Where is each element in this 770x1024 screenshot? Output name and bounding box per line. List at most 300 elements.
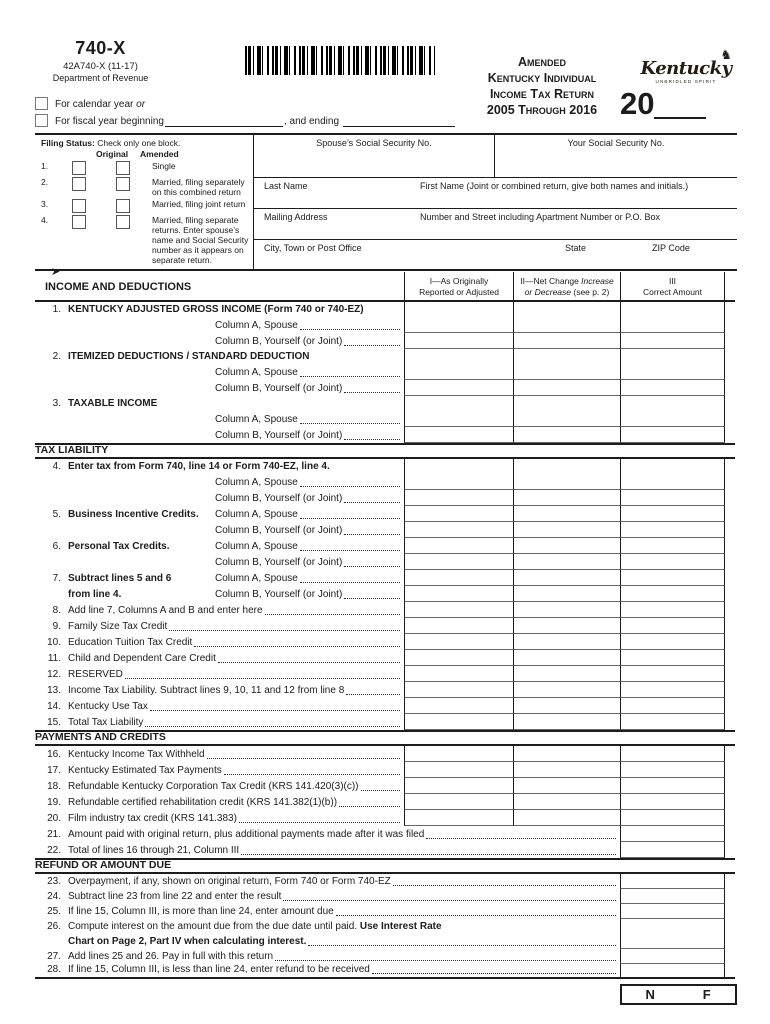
dotted-leader	[125, 678, 400, 679]
fiscal-end-input[interactable]	[343, 115, 455, 127]
column-1-header: I—As Originally Reported or Adjusted	[404, 272, 513, 300]
line-1a-col1-cell[interactable]	[404, 302, 513, 333]
line-22-row	[35, 842, 735, 858]
filing-option-label: Married, filing separately on this combined return	[152, 177, 245, 198]
line-4a-col1-cell[interactable]	[404, 459, 513, 490]
line-label: ITEMIZED DEDUCTIONS / STANDARD DEDUCTION	[68, 351, 310, 362]
line-19-row	[35, 794, 735, 810]
line-11-col2-cell[interactable]	[513, 650, 620, 666]
single-original-checkbox[interactable]	[72, 161, 86, 175]
dotted-leader	[336, 915, 616, 916]
line-25-row	[35, 904, 735, 919]
year-prefix: 20	[620, 86, 655, 121]
amounts-table	[35, 272, 735, 979]
line-4b-col3-cell[interactable]	[620, 490, 725, 506]
line-15-col1-cell[interactable]	[404, 714, 513, 730]
dotted-leader	[300, 582, 400, 583]
line-number: 15.	[47, 717, 61, 728]
line-7-row-b	[35, 586, 735, 602]
line-label: Refundable certified rehabilitation credit (KRS 141.382(1)(b))	[68, 797, 338, 808]
line-13-col1-cell[interactable]	[404, 682, 513, 698]
filing-option-married-joint: 3. Married, filing joint return	[35, 199, 253, 213]
line-number: 2.	[52, 351, 61, 362]
f-code: F	[702, 987, 711, 1002]
line-number: 21.	[47, 829, 61, 840]
line-7b-col2-cell[interactable]	[513, 586, 620, 602]
line-15-row	[35, 714, 735, 730]
dotted-leader	[426, 838, 616, 839]
nf-code-box	[620, 984, 737, 1005]
column-a-label: Column A, Spouse	[215, 541, 298, 552]
taxpayer-fields-pane	[254, 135, 737, 269]
line-label: Enter tax from Form 740, line 14 or Form 740-EZ, line 4.	[68, 461, 330, 472]
single-amended-checkbox[interactable]	[116, 161, 130, 175]
line-24-row	[35, 889, 735, 904]
your-ssn-field[interactable]	[495, 135, 737, 177]
line-17-col1-cell[interactable]	[404, 762, 513, 778]
dotted-leader	[344, 392, 400, 393]
line-label: Family Size Tax Credit	[68, 621, 168, 632]
line-label: RESERVED	[68, 669, 123, 680]
logo-wordmark: Kentucky	[640, 58, 732, 79]
line-25-col3-cell[interactable]	[620, 904, 725, 919]
column-a-label: Column A, Spouse	[215, 509, 298, 520]
section-income-deductions: INCOME AND DEDUCTIONS	[45, 281, 192, 293]
dotted-leader	[224, 774, 400, 775]
line-number: 26.	[47, 921, 61, 932]
line-2b-col3-cell[interactable]	[620, 380, 725, 396]
line-22-col3-cell[interactable]	[620, 842, 725, 858]
dotted-leader	[339, 806, 400, 807]
line-7a-col2-cell[interactable]	[513, 570, 620, 586]
dotted-leader	[207, 758, 400, 759]
dotted-leader	[300, 376, 400, 377]
line-9-row	[35, 618, 735, 634]
line-19-col2-cell[interactable]	[513, 794, 620, 810]
line-1b-col3-cell[interactable]	[620, 333, 725, 349]
line-2a-col1-cell[interactable]	[404, 349, 513, 380]
zip-label: ZIP Code	[652, 243, 690, 253]
line-1-row-a	[35, 302, 735, 333]
line-3b-col3-cell[interactable]	[620, 427, 725, 443]
married-joint-original-checkbox[interactable]	[72, 199, 86, 213]
dotted-leader	[300, 550, 400, 551]
line-number: 14.	[47, 701, 61, 712]
line-1a-col3-cell[interactable]	[620, 302, 725, 333]
line-label: from line 4.	[68, 589, 122, 600]
line-number: 28.	[47, 964, 61, 975]
married-combined-amended-checkbox[interactable]	[116, 177, 130, 191]
line-number: 22.	[47, 845, 61, 856]
line-17-row	[35, 762, 735, 778]
dotted-leader	[150, 710, 400, 711]
dotted-leader	[308, 945, 616, 946]
line-7b-col3-cell[interactable]	[620, 586, 725, 602]
section-payments-credits: PAYMENTS AND CREDITS	[35, 730, 735, 746]
line-5a-col3-cell[interactable]	[620, 506, 725, 522]
form-number: 740-X	[75, 38, 126, 58]
line-number: 23.	[47, 876, 61, 887]
line-label: Child and Dependent Care Credit	[68, 653, 216, 664]
horse-icon: ♞	[720, 47, 732, 62]
line-2-row-b	[35, 380, 735, 396]
dotted-leader	[372, 973, 616, 974]
column-a-label: Column A, Spouse	[215, 414, 298, 425]
line-2a-col3-cell[interactable]	[620, 349, 725, 380]
filing-option-label: Married, filing joint return	[152, 199, 246, 210]
line-14-col1-cell[interactable]	[404, 698, 513, 714]
line-number: 4.	[52, 461, 61, 472]
married-separate-original-checkbox[interactable]	[72, 215, 86, 229]
line-2a-col2-cell[interactable]	[513, 349, 620, 380]
dotted-leader	[275, 960, 616, 961]
line-number: 12.	[47, 669, 61, 680]
n-code: N	[645, 987, 655, 1002]
dotted-leader	[361, 790, 400, 791]
line-5-row-b	[35, 522, 735, 538]
line-number: 24.	[47, 891, 61, 902]
line-9-col1-cell[interactable]	[404, 618, 513, 634]
fiscal-begin-input[interactable]	[165, 115, 283, 127]
line-number: 11.	[47, 653, 61, 664]
column-a-label: Column A, Spouse	[215, 573, 298, 584]
line-number: 3.	[52, 398, 61, 409]
line-8-col1-cell[interactable]	[404, 602, 513, 618]
line-5b-col1-cell[interactable]	[404, 522, 513, 538]
column-b-label: Column B, Yourself (or Joint)	[215, 430, 343, 441]
calendar-year-row	[35, 97, 145, 110]
line-label: Total Tax Liability	[68, 717, 144, 728]
line-17-col3-cell[interactable]	[620, 762, 725, 778]
dotted-leader	[346, 694, 400, 695]
line-16-col1-cell[interactable]	[404, 746, 513, 762]
line-27-row	[35, 949, 735, 964]
line-23-row	[35, 874, 735, 889]
line-21-col3-cell[interactable]	[620, 826, 725, 842]
line-number: 18.	[47, 781, 61, 792]
heading-line-2: Kentucky Individual	[487, 71, 597, 85]
line-number: 9.	[52, 621, 61, 632]
dotted-leader	[344, 566, 400, 567]
line-13-col2-cell[interactable]	[513, 682, 620, 698]
spouse-ssn-label: Spouse’s Social Security No.	[316, 138, 432, 148]
line-17-col2-cell[interactable]	[513, 762, 620, 778]
last-name-label: Last Name	[264, 181, 308, 191]
line-label: Personal Tax Credits.	[68, 541, 170, 552]
heading-line-4: 2005 Through 2016	[486, 103, 598, 117]
line-number: 25.	[47, 906, 61, 917]
ssn-row	[254, 135, 737, 178]
fiscal-year-label-2: , and ending	[283, 116, 340, 127]
column-2-header: II—Net Change Increase or Decrease (see p. 2)	[513, 272, 620, 300]
line-label: If line 15, Column III, is less than line 24, enter refund to be received	[68, 964, 370, 975]
line-7-row-a	[35, 570, 735, 586]
line-label: Film industry tax credit (KRS 141.383)	[68, 813, 237, 824]
line-14-col2-cell[interactable]	[513, 698, 620, 714]
line-4b-col1-cell[interactable]	[404, 490, 513, 506]
line-label: Kentucky Use Tax	[68, 701, 148, 712]
dotted-leader	[241, 854, 616, 855]
heading-line-1: Amended	[517, 55, 567, 69]
line-13-row	[35, 682, 735, 698]
department-name: Department of Revenue	[52, 73, 149, 83]
line-24-col3-cell[interactable]	[620, 889, 725, 904]
line-5-row-a	[35, 506, 735, 522]
table-header-row	[35, 272, 735, 302]
dotted-leader	[283, 900, 616, 901]
line-27-col3-cell[interactable]	[620, 949, 725, 964]
filing-option-label: Married, filing separate returns. Enter spouse’s name and Social Security number as it appears on separate return.	[152, 215, 249, 266]
line-16-col3-cell[interactable]	[620, 746, 725, 762]
heading-line-3: Income Tax Return	[489, 87, 595, 101]
logo-tagline: UNBRIDLED SPIRIT	[655, 79, 717, 84]
fiscal-year-row	[35, 114, 465, 127]
line-20-row	[35, 810, 735, 826]
mailing-address-row[interactable]	[254, 209, 737, 240]
line-14-col3-cell[interactable]	[620, 698, 725, 714]
line-label: TAXABLE INCOME	[68, 398, 158, 409]
line-13-col3-cell[interactable]	[620, 682, 725, 698]
line-8-col3-cell[interactable]	[620, 602, 725, 618]
year-blank-input[interactable]	[654, 93, 706, 119]
filing-option-married-combined: 2. Married, filing separately on this combined return	[35, 177, 253, 197]
dotted-leader	[169, 630, 400, 631]
column-b-label: Column B, Yourself (or Joint)	[215, 525, 343, 536]
tax-year-field	[620, 88, 706, 119]
filing-status-title: Filing Status: Check only one block.	[41, 138, 181, 148]
line-16-row	[35, 746, 735, 762]
line-4a-col2-cell[interactable]	[513, 459, 620, 490]
line-number: 6.	[52, 541, 61, 552]
line-10-col1-cell[interactable]	[404, 634, 513, 650]
line-number: 7.	[52, 573, 61, 584]
line-18-col3-cell[interactable]	[620, 778, 725, 794]
name-row[interactable]	[254, 178, 737, 209]
first-name-label: First Name (Joint or combined return, give both names and initials.)	[420, 181, 689, 191]
line-26-col3-cell[interactable]	[620, 919, 725, 949]
line-28-col3-cell[interactable]	[620, 964, 725, 977]
line-5a-col1-cell[interactable]	[404, 506, 513, 522]
amended-column-head: Amended	[140, 149, 179, 159]
line-14-row	[35, 698, 735, 714]
line-6b-col1-cell[interactable]	[404, 554, 513, 570]
dotted-leader	[393, 885, 616, 886]
line-number: 8.	[52, 605, 61, 616]
line-6a-col2-cell[interactable]	[513, 538, 620, 554]
barcode	[245, 46, 435, 75]
spouse-ssn-field[interactable]	[254, 135, 495, 177]
line-label: Overpayment, if any, shown on original return, Form 740 or Form 740-EZ	[68, 876, 391, 887]
line-3-row-b	[35, 427, 735, 443]
line-number: 1.	[52, 304, 61, 315]
line-12-col1-cell[interactable]	[404, 666, 513, 682]
column-b-label: Column B, Yourself (or Joint)	[215, 557, 343, 568]
dotted-leader	[344, 502, 400, 503]
line-number: 19.	[47, 797, 61, 808]
dotted-leader	[300, 486, 400, 487]
column-a-label: Column A, Spouse	[215, 320, 298, 331]
section-tax-liability: TAX LIABILITY	[35, 443, 735, 459]
column-b-label: Column B, Yourself (or Joint)	[215, 383, 343, 394]
line-1b-col1-cell[interactable]	[404, 333, 513, 349]
line-number: 16.	[47, 749, 61, 760]
dotted-leader	[300, 423, 400, 424]
line-26-row	[35, 919, 735, 949]
dotted-leader	[344, 439, 400, 440]
mailing-address-label: Mailing Address	[264, 212, 328, 222]
line-9-col3-cell[interactable]	[620, 618, 725, 634]
line-3b-col1-cell[interactable]	[404, 427, 513, 443]
column-3-header: III Correct Amount	[620, 272, 725, 300]
line-label: Add lines 25 and 26. Pay in full with this return	[68, 951, 274, 962]
line-label: Education Tuition Tax Credit	[68, 637, 193, 648]
filing-option-single: 1. Single	[35, 161, 253, 175]
fiscal-year-label-1: For fiscal year beginning	[55, 116, 164, 127]
line-6b-col3-cell[interactable]	[620, 554, 725, 570]
line-number: 17.	[47, 765, 61, 776]
line-2b-col1-cell[interactable]	[404, 380, 513, 396]
line-19-col3-cell[interactable]	[620, 794, 725, 810]
dotted-leader	[194, 646, 400, 647]
line-5b-col2-cell[interactable]	[513, 522, 620, 538]
line-2b-col2-cell[interactable]	[513, 380, 620, 396]
form-code: 42A740-X (11-17)	[63, 61, 138, 72]
line-12-row	[35, 666, 735, 682]
line-20-col3-cell[interactable]	[620, 810, 725, 826]
calendar-year-checkbox[interactable]	[35, 97, 48, 110]
dotted-leader	[218, 662, 400, 663]
line-label: Total of lines 16 through 21, Column III	[68, 845, 240, 856]
line-7b-col1-cell[interactable]	[404, 586, 513, 602]
line-4-row-a	[35, 459, 735, 490]
line-10-row	[35, 634, 735, 650]
line-number: 20.	[47, 813, 61, 824]
line-label: Income Tax Liability. Subtract lines 9, 10, 11 and 12 from line 8	[68, 685, 345, 696]
line-1a-col2-cell[interactable]	[513, 302, 620, 333]
line-12-col2-cell[interactable]	[513, 666, 620, 682]
form-title-block	[33, 38, 168, 83]
line-1-row-b	[35, 333, 735, 349]
column-a-label: Column A, Spouse	[215, 367, 298, 378]
line-3a-col1-cell[interactable]	[404, 396, 513, 427]
line-3-row-a	[35, 396, 735, 427]
line-21-row	[35, 826, 735, 842]
line-2-row-a	[35, 349, 735, 380]
taxpayer-info-box	[35, 133, 737, 279]
married-combined-original-checkbox[interactable]	[72, 177, 86, 191]
line-20-col2-cell[interactable]	[513, 810, 620, 826]
line-label: Kentucky Estimated Tax Payments	[68, 765, 222, 776]
line-5b-col3-cell[interactable]	[620, 522, 725, 538]
line-label: If line 15, Column III, is more than line 24, enter amount due	[68, 906, 334, 917]
line-20-col1-cell[interactable]	[404, 810, 513, 826]
line-1b-col2-cell[interactable]	[513, 333, 620, 349]
line-10-col3-cell[interactable]	[620, 634, 725, 650]
section-refund-amount-due: REFUND OR AMOUNT DUE	[35, 858, 735, 874]
original-column-head: Original	[96, 149, 129, 159]
line-8-row	[35, 602, 735, 618]
line-label: Kentucky Income Tax Withheld	[68, 749, 205, 760]
line-15-col3-cell[interactable]	[620, 714, 725, 730]
line-label: Subtract lines 5 and 6	[68, 573, 172, 584]
dotted-leader	[239, 822, 400, 823]
line-18-col2-cell[interactable]	[513, 778, 620, 794]
line-28-row	[35, 964, 735, 979]
pointer-arrow-icon: ➤	[51, 266, 61, 279]
your-ssn-label: Your Social Security No.	[567, 138, 665, 148]
dotted-leader	[344, 345, 400, 346]
line-8-col2-cell[interactable]	[513, 602, 620, 618]
line-10-col2-cell[interactable]	[513, 634, 620, 650]
filing-status-column-heads	[96, 149, 253, 159]
line-label: Compute interest on the amount due from the due date until paid. Use Interest Rate	[68, 921, 442, 932]
line-6-row-a	[35, 538, 735, 554]
fiscal-year-checkbox[interactable]	[35, 114, 48, 127]
line-6-row-b	[35, 554, 735, 570]
column-b-label: Column B, Yourself (or Joint)	[215, 336, 343, 347]
line-23-col3-cell[interactable]	[620, 874, 725, 889]
dotted-leader	[300, 329, 400, 330]
line-label: Add line 7, Columns A and B and enter here	[68, 605, 263, 616]
line-16-col2-cell[interactable]	[513, 746, 620, 762]
line-11-col1-cell[interactable]	[404, 650, 513, 666]
line-number: 27.	[47, 951, 61, 962]
line-4a-col3-cell[interactable]	[620, 459, 725, 490]
line-label: Amount paid with original return, plus additional payments made after it was filed	[68, 829, 425, 840]
city-label: City, Town or Post Office	[264, 243, 362, 253]
married-separate-amended-checkbox[interactable]	[116, 215, 130, 229]
form-heading	[448, 54, 636, 118]
filing-option-married-separate: 4. Married, filing separate returns. Enter spouse’s name and Social Security number as it appears on separate return.	[35, 215, 253, 265]
line-4-row-b	[35, 490, 735, 506]
line-number: 13.	[47, 685, 61, 696]
line-6a-col1-cell[interactable]	[404, 538, 513, 554]
dotted-leader	[344, 534, 400, 535]
line-3a-col3-cell[interactable]	[620, 396, 725, 427]
line-6a-col3-cell[interactable]	[620, 538, 725, 554]
city-state-zip-row[interactable]	[254, 240, 737, 267]
line-12-col3-cell[interactable]	[620, 666, 725, 682]
married-joint-amended-checkbox[interactable]	[116, 199, 130, 213]
column-b-label: Column B, Yourself (or Joint)	[215, 589, 343, 600]
dotted-leader	[300, 518, 400, 519]
line-6b-col2-cell[interactable]	[513, 554, 620, 570]
kentucky-logo	[636, 47, 736, 84]
line-9-col2-cell[interactable]	[513, 618, 620, 634]
line-19-col1-cell[interactable]	[404, 794, 513, 810]
dotted-leader	[145, 726, 400, 727]
line-7a-col3-cell[interactable]	[620, 570, 725, 586]
line-7a-col1-cell[interactable]	[404, 570, 513, 586]
column-b-label: Column B, Yourself (or Joint)	[215, 493, 343, 504]
line-3b-col2-cell[interactable]	[513, 427, 620, 443]
line-label: Business Incentive Credits.	[68, 509, 199, 520]
filing-option-label: Single	[152, 161, 176, 171]
line-15-col2-cell[interactable]	[513, 714, 620, 730]
line-3a-col2-cell[interactable]	[513, 396, 620, 427]
line-5a-col2-cell[interactable]	[513, 506, 620, 522]
line-label: Refundable Kentucky Corporation Tax Credit (KRS 141.420(3)(c))	[68, 781, 359, 792]
line-label-bold: Chart on Page 2, Part IV when calculating interest.	[68, 936, 307, 947]
line-11-col3-cell[interactable]	[620, 650, 725, 666]
line-label: KENTUCKY ADJUSTED GROSS INCOME (Form 740 or 740-EZ)	[68, 304, 364, 315]
line-4b-col2-cell[interactable]	[513, 490, 620, 506]
column-a-label: Column A, Spouse	[215, 477, 298, 488]
line-18-row	[35, 778, 735, 794]
state-label: State	[565, 243, 587, 253]
line-number: 5.	[52, 509, 61, 520]
line-18-col1-cell[interactable]	[404, 778, 513, 794]
